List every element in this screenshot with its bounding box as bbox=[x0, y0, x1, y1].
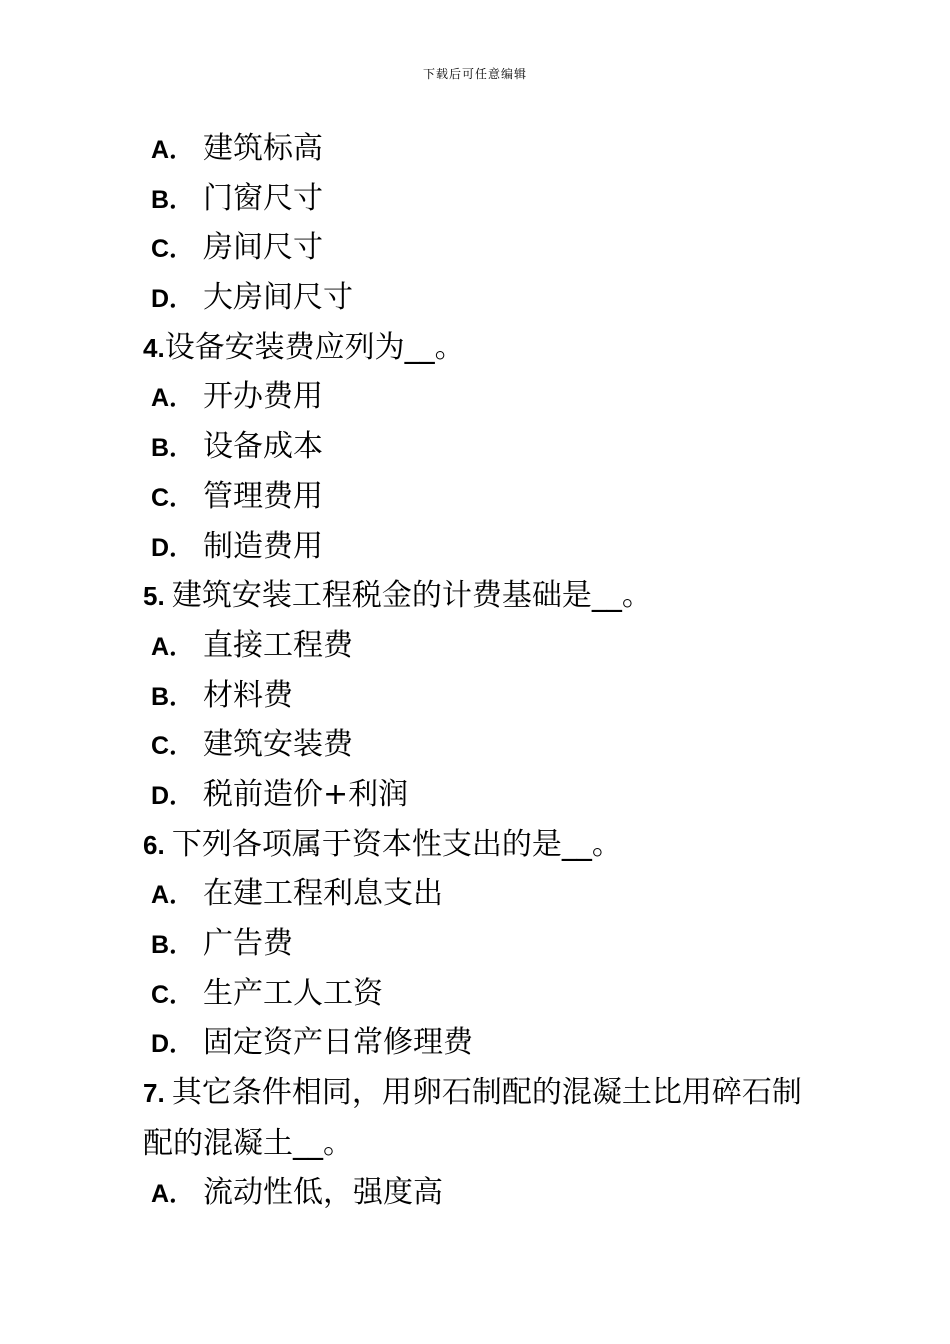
option-text: 税前造价+利润 bbox=[203, 776, 409, 812]
q5-option-d bbox=[143, 770, 823, 820]
option-text: 建筑安装费 bbox=[203, 727, 353, 763]
option-letter: B． bbox=[151, 434, 195, 463]
option-letter: C． bbox=[151, 732, 195, 761]
q4-option-c bbox=[143, 472, 823, 522]
option-text: 流动性低，强度高 bbox=[203, 1175, 443, 1211]
option-text: 开办费用 bbox=[203, 379, 323, 415]
question-text: 设备安装费应列为__。 bbox=[164, 329, 465, 365]
question-number: 5. bbox=[143, 581, 172, 612]
q5-option-a bbox=[143, 621, 823, 671]
option-letter: C． bbox=[151, 235, 195, 264]
option-letter: D． bbox=[151, 781, 195, 810]
q5-option-c bbox=[143, 720, 823, 770]
q6-option-a bbox=[143, 869, 823, 919]
q4-option-a bbox=[143, 372, 823, 422]
q5-option-b bbox=[143, 671, 823, 721]
question-5 bbox=[143, 571, 823, 621]
option-letter: A． bbox=[151, 384, 195, 413]
option-text: 房间尺寸 bbox=[203, 230, 323, 266]
option-letter: A． bbox=[151, 881, 195, 910]
question-number: 4. bbox=[143, 332, 165, 363]
question-text: 建筑安装工程税金的计费基础是__。 bbox=[171, 578, 652, 614]
q6-option-b bbox=[143, 919, 823, 969]
option-text: 直接工程费 bbox=[203, 627, 353, 663]
option-letter: A． bbox=[151, 1180, 195, 1209]
option-letter: B． bbox=[151, 185, 195, 214]
question-6 bbox=[143, 820, 823, 870]
option-text: 设备成本 bbox=[203, 429, 323, 465]
option-letter: C． bbox=[151, 980, 195, 1009]
option-letter: B． bbox=[151, 931, 195, 959]
option-text: 门窗尺寸 bbox=[203, 180, 323, 216]
q3-option-d bbox=[143, 273, 823, 323]
q6-option-d bbox=[143, 1018, 823, 1068]
document-body bbox=[143, 124, 823, 1218]
option-text: 建筑标高 bbox=[203, 131, 323, 166]
option-text: 固定资产日常修理费 bbox=[203, 1025, 473, 1061]
question-7 bbox=[143, 1068, 823, 1168]
q3-option-a bbox=[143, 124, 823, 174]
q3-option-b bbox=[143, 174, 823, 224]
option-letter: B． bbox=[151, 682, 195, 711]
q4-option-d bbox=[143, 522, 823, 572]
option-text: 大房间尺寸 bbox=[203, 280, 353, 316]
option-text: 在建工程利息支出 bbox=[203, 876, 443, 912]
q7-option-a bbox=[143, 1168, 823, 1218]
option-text: 广告费 bbox=[203, 926, 293, 961]
option-letter: D． bbox=[151, 1030, 195, 1059]
question-text: 下列各项属于资本性支出的是__。 bbox=[171, 826, 622, 862]
option-letter: D． bbox=[151, 285, 195, 314]
question-number: 7. bbox=[143, 1078, 172, 1109]
option-letter: A． bbox=[151, 136, 195, 164]
question-number: 6. bbox=[143, 829, 172, 860]
q3-option-c bbox=[143, 223, 823, 273]
option-text: 制造费用 bbox=[203, 528, 323, 564]
q4-option-b bbox=[143, 422, 823, 472]
q6-option-c bbox=[143, 969, 823, 1019]
page-header: 下载后可任意编辑 bbox=[422, 67, 527, 81]
option-letter: C． bbox=[151, 483, 195, 512]
question-text: 其它条件相同，用卵石制配的混凝土比用碎石制配的混凝土__。 bbox=[143, 1075, 802, 1161]
option-letter: A． bbox=[151, 632, 195, 661]
option-text: 管理费用 bbox=[203, 478, 323, 514]
option-text: 生产工人工资 bbox=[203, 975, 383, 1011]
question-4 bbox=[143, 323, 823, 373]
option-letter: D． bbox=[151, 533, 195, 562]
option-text: 材料费 bbox=[203, 677, 293, 713]
